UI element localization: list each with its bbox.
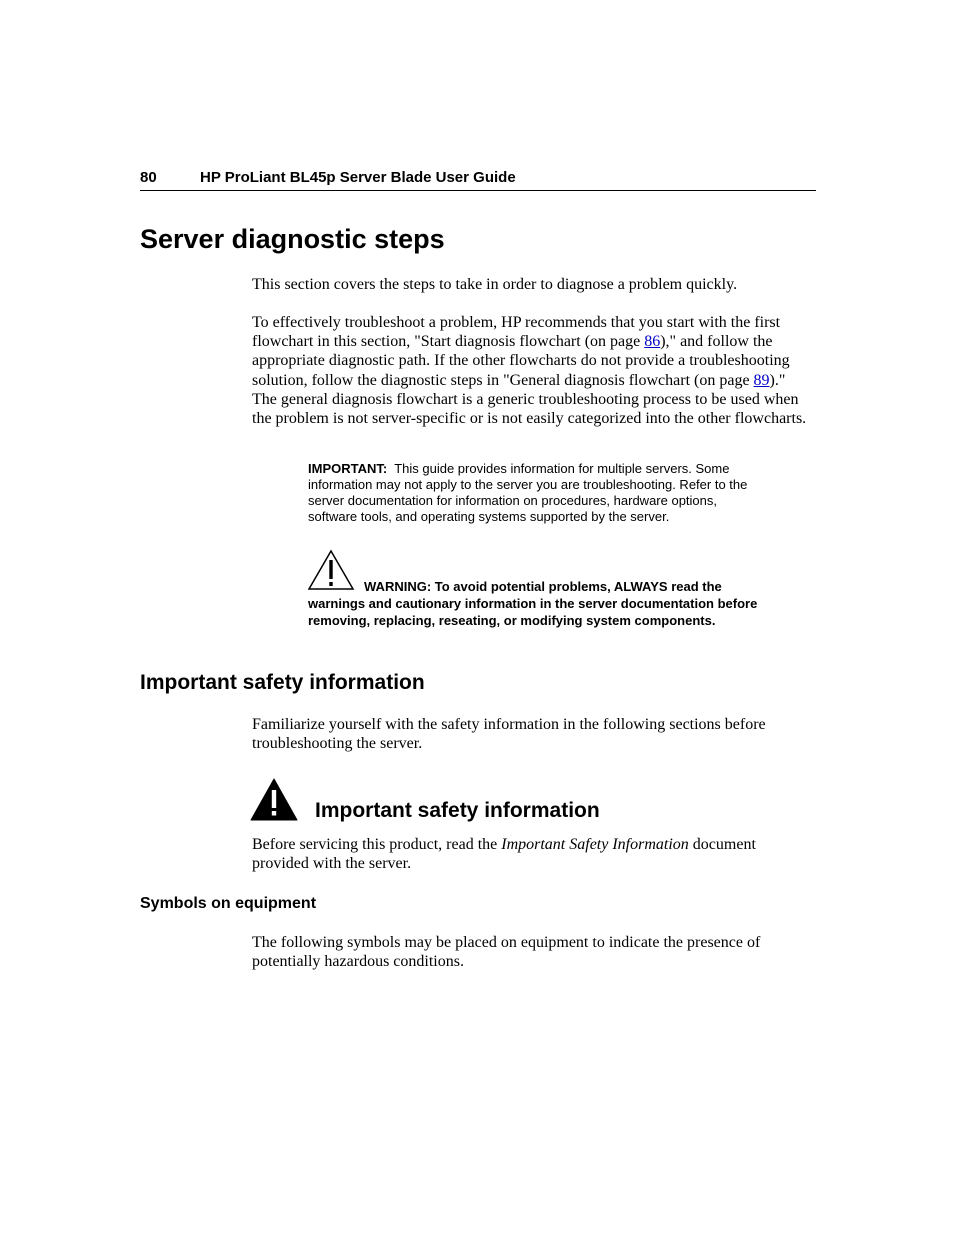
troubleshoot-paragraph	[252, 313, 812, 428]
important-label: IMPORTANT:	[308, 461, 388, 476]
section-title: Server diagnostic steps	[140, 224, 445, 254]
safety-doc-title: Important Safety Information	[501, 836, 689, 853]
servicing-text-2: document provided with the server.	[252, 836, 756, 873]
warning-text: WARNING: To avoid potential problems, ALWAYS read the warnings and cautionary information in the server documentation before removing, replacing, reseating, or modifying system components.	[308, 579, 758, 628]
servicing-text-1: Before servicing this product, read the	[252, 836, 502, 853]
safety-subheading: Important safety information	[315, 799, 600, 822]
troubleshoot-text-2: )," and follow the appropriate diagnostic path. If the other flowcharts do not provide a troubleshooting solution, follow the diagnostic steps in "General diagnosis flowchart (on page	[252, 333, 790, 389]
running-header	[140, 169, 816, 191]
servicing-paragraph	[252, 835, 812, 873]
troubleshoot-text-3: )." The general diagnosis flowchart is a generic troubleshooting process to be used when the problem is not server-specific or is not easily categorized into the other flowcharts.	[252, 371, 807, 428]
safety-paragraph: Familiarize yourself with the safety information in the following sections before troubleshooting the server.	[252, 716, 766, 753]
troubleshoot-text-1: To effectively troubleshoot a problem, HP recommends that you start with the first flowchart in this section, "Start diagnosis flowchart (on page	[252, 314, 781, 351]
important-note	[308, 461, 758, 525]
safety-heading: Important safety information	[140, 671, 425, 694]
intro-paragraph: This section covers the steps to take in order to diagnose a problem quickly.	[252, 276, 738, 293]
symbols-paragraph: The following symbols may be placed on equipment to indicate the presence of potentially hazardous conditions.	[252, 934, 761, 971]
page-link-89[interactable]: 89	[753, 371, 770, 389]
caution-triangle-filled-icon	[250, 778, 298, 821]
important-text: This guide provides information for multiple servers. Some information may not apply to the server you are troubleshooting. Refer to the server documentation for information on procedures, hardware options, software tools, and operating systems supported by the server.	[308, 461, 748, 524]
page-number: 80	[140, 169, 157, 186]
symbols-heading: Symbols on equipment	[140, 895, 317, 912]
page-link-86[interactable]: 86	[644, 333, 661, 351]
header-title: HP ProLiant BL45p Server Blade User Guide	[200, 169, 516, 186]
